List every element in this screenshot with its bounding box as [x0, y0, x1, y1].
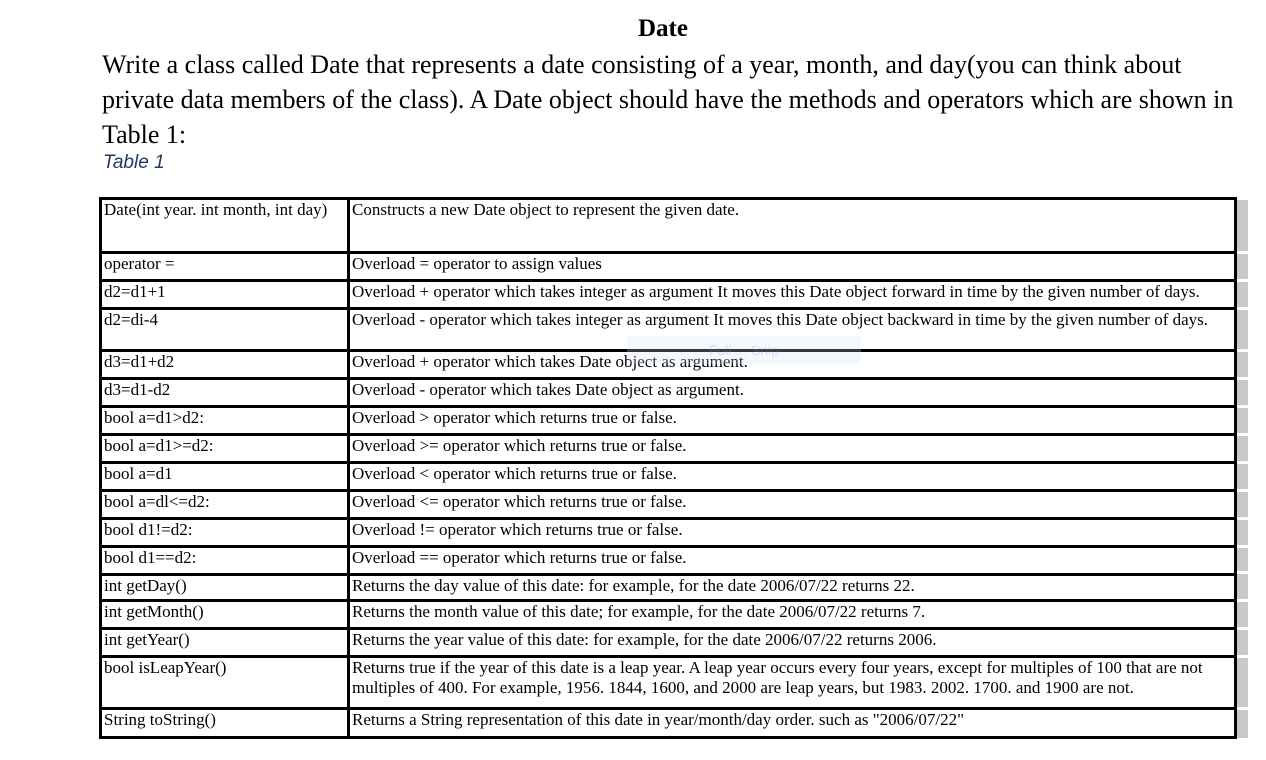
- table-row: [101, 351, 1236, 379]
- table-row: [101, 629, 1236, 657]
- method-description: Overload > operator which returns true or false.: [349, 407, 1236, 435]
- method-signature: int getYear(): [101, 629, 349, 657]
- method-signature: int getDay(): [101, 575, 349, 601]
- method-description: Overload + operator which takes integer as argument It moves this Date object forward in time by the given number of days.: [349, 281, 1236, 309]
- table-row: [101, 407, 1236, 435]
- table-row: [101, 657, 1236, 709]
- method-description: Overload != operator which returns true or false.: [349, 519, 1236, 547]
- table-row: [101, 575, 1236, 601]
- table-row: [101, 519, 1236, 547]
- method-description: Overload + operator which takes Date object as argument.: [349, 351, 1236, 379]
- method-signature: bool a=d1>d2:: [101, 407, 349, 435]
- table-row: [101, 199, 1236, 253]
- method-description: Overload - operator which takes Date object as argument.: [349, 379, 1236, 407]
- method-description: Returns the year value of this date: for example, for the date 2006/07/22 returns 2006.: [349, 629, 1236, 657]
- method-signature: String toString(): [101, 709, 349, 738]
- method-description: Returns the month value of this date; for example, for the date 2006/07/22 returns 7.: [349, 601, 1236, 629]
- method-description: Overload < operator which returns true or false.: [349, 463, 1236, 491]
- method-signature: d2=di-4: [101, 309, 349, 351]
- table-row: [101, 547, 1236, 575]
- method-signature: bool d1==d2:: [101, 547, 349, 575]
- table-row: [101, 379, 1236, 407]
- method-signature: int getMonth(): [101, 601, 349, 629]
- table-row: [101, 709, 1236, 738]
- method-signature: Date(int year. int month, int day): [101, 199, 349, 253]
- table-row: [101, 309, 1236, 351]
- method-description: Returns a String representation of this date in year/month/day order. such as "2006/07/22": [349, 709, 1236, 738]
- method-description: Constructs a new Date object to represent the given date.: [349, 199, 1236, 253]
- method-signature: operator =: [101, 253, 349, 281]
- method-signature: d3=d1+d2: [101, 351, 349, 379]
- method-description: Overload = operator to assign values: [349, 253, 1236, 281]
- method-signature: bool a=d1>=d2:: [101, 435, 349, 463]
- method-signature: d2=d1+1: [101, 281, 349, 309]
- method-description: Returns true if the year of this date is a leap year. A leap year occurs every four years, except for multiples of 100 that are not multiples of 400. For example, 1956. 1844, 1600, and 2000 are leap years, but 1983. 2002. 1700. and 1900 are not.: [349, 657, 1236, 709]
- method-description: Overload == operator which returns true or false.: [349, 547, 1236, 575]
- method-signature: bool d1!=d2:: [101, 519, 349, 547]
- table-row: [101, 253, 1236, 281]
- table-row: [101, 601, 1236, 629]
- method-signature: bool isLeapYear(): [101, 657, 349, 709]
- method-signature: bool a=dl<=d2:: [101, 491, 349, 519]
- table-row: [101, 281, 1236, 309]
- table-row: [101, 491, 1236, 519]
- method-description: Overload - operator which takes integer as argument It moves this Date object backward in time by the given number of days.: [349, 309, 1236, 351]
- snip-watermark: Full ... Snip: [627, 336, 861, 364]
- method-description: Returns the day value of this date: for example, for the date 2006/07/22 returns 22.: [349, 575, 1236, 601]
- table-row: [101, 463, 1236, 491]
- table-row: [101, 435, 1236, 463]
- methods-table: [99, 197, 1237, 739]
- method-description: Overload <= operator which returns true or false.: [349, 491, 1236, 519]
- method-description: Overload >= operator which returns true or false.: [349, 435, 1236, 463]
- method-signature: bool a=d1: [101, 463, 349, 491]
- method-signature: d3=d1-d2: [101, 379, 349, 407]
- intro-paragraph: Write a class called Date that represents a date consisting of a year, month, and day(you can think about private data members of the class). A Date object should have the methods and operators which are shown in Table 1:: [102, 50, 1234, 149]
- table-caption: Table 1: [103, 152, 165, 173]
- page-title: Date: [638, 15, 688, 42]
